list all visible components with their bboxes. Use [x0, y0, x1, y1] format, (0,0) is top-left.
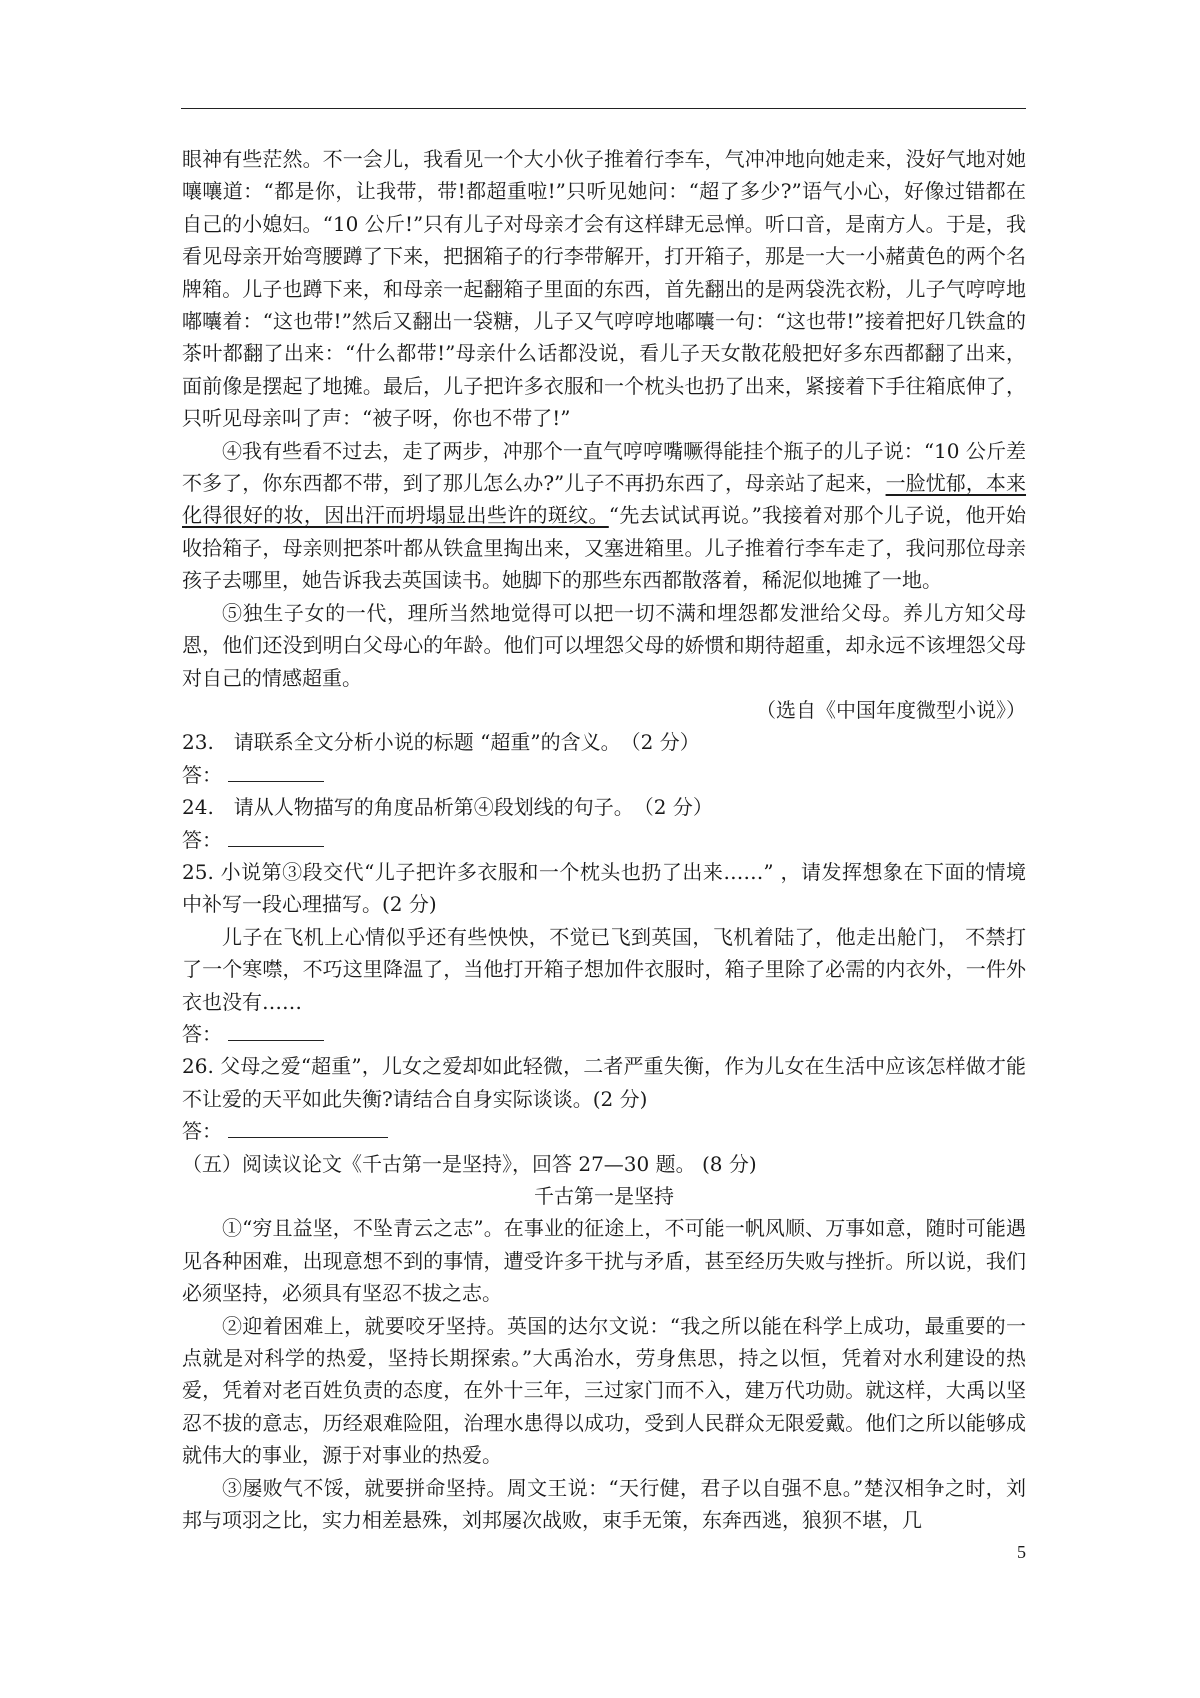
- underlined-sentence: 一脸忧郁，本来化得很好的妆，因出汗而坍塌显出些许的斑纹。: [182, 471, 1027, 528]
- essay-title: 千古第一是坚持: [534, 1184, 674, 1208]
- answer-23: [182, 759, 1026, 791]
- page-number: 5: [1017, 1542, 1026, 1562]
- header-rule: [181, 108, 1026, 109]
- question-25-context: 儿子在飞机上心情似乎还有些怏怏，不觉已飞到英国，飞机着陆了，他走出舱门， 不禁打了一个寒噤，不巧这里降温了，当他打开箱子想加件衣服时，箱子里除了必需的内衣外，一件外衣也没有……: [182, 924, 1026, 1014]
- answer-blank-23[interactable]: [228, 759, 324, 782]
- story-source: （选自《中国年度微型小说》）: [756, 697, 1026, 722]
- answer-label: 答：: [182, 1119, 222, 1144]
- question-26: 26. 父母之爱“超重”，儿女之爱却如此轻微，二者严重失衡，作为儿女在生活中应该怎样做才能不让爱的天平如此失衡?请结合自身实际谈谈。(2 分): [182, 1054, 1026, 1111]
- section-5-heading: （五）阅读议论文《千古第一是坚持》，回答 27—30 题。 (8 分): [182, 1151, 757, 1176]
- question-24: 24. 请从人物描写的角度品析第④段划线的句子。 （2 分）: [182, 795, 713, 820]
- question-25: 25. 小说第③段交代“儿子把许多衣服和一个枕头也扔了出来……” ，请发挥想象在下面的情境中补写一段心理描写。(2 分): [182, 859, 1026, 917]
- answer-25: [182, 1018, 1026, 1050]
- answer-blank-26[interactable]: [228, 1115, 388, 1138]
- answer-blank-25[interactable]: [228, 1018, 324, 1041]
- essay-paragraph-1: ①“穷且益坚，不坠青云之志”。在事业的征途上，不可能一帆风顺、万事如意，随时可能遇见各种困难，出现意想不到的事情，遭受许多干扰与矛盾，甚至经历失败与挫折。所以说，我们必须坚持，必须具有坚忍不拔之志。: [182, 1216, 1026, 1306]
- story-paragraph-5: ⑤独生子女的一代，理所当然地觉得可以把一切不满和埋怨都发泄给父母。养儿方知父母恩，他们还没到明白父母心的年龄。他们可以埋怨父母的娇惯和期待超重，却永远不该埋怨父母对自己的情感超重。: [182, 600, 1026, 690]
- answer-label: 答：: [182, 1021, 222, 1046]
- answer-label: 答：: [182, 762, 222, 787]
- paragraph-4-text-before: ④我有些看不过去，走了两步，冲那个一直气哼哼嘴噘得能挂个瓶子的儿子说：“10 公斤差不多了，你东西都不带，到了那儿怎么办?”儿子不再扔东西了，母亲站了起来，: [182, 438, 1026, 496]
- question-23: 23. 请联系全文分析小说的标题 “超重”的含义。 （2 分）: [182, 730, 700, 755]
- answer-blank-24[interactable]: [228, 824, 324, 847]
- page-body: [182, 143, 1026, 1536]
- story-paragraph-3-continued: 眼神有些茫然。不一会儿，我看见一个大小伙子推着行李车，气冲冲地向她走来，没好气地对她嚷嚷道：“都是你，让我带，带!都超重啦!”只听见她问：“超了多少?”语气小心，好像过错都在自己的小媳妇。“10 公斤!”只有儿子对母亲才会有这样肆无忌惮。听口音，是南方人。于是，我看见母亲开始弯腰蹲了下来，把捆箱子的行李带解开，打开箱子，那是一大一小赭黄色的两个名牌箱。儿子也蹲下来，和母亲一起翻箱子里面的东西，首先翻出的是两袋洗衣粉，儿子气哼哼地嘟囔着：“这也带!”然后又翻出一袋糖，儿子又气哼哼地嘟囔一句：“这也带!”接着把好几铁盒的茶叶都翻了出来：“什么都带!”母亲什么话都没说，看儿子天女散花般把好多东西都翻了出来，面前像是摆起了地摊。最后，儿子把许多衣服和一个枕头也扔了出来，紧接着下手往箱底伸了，只听见母亲叫了声：“被子呀，你也不带了!”: [182, 147, 1026, 431]
- story-paragraph-4: [182, 435, 1026, 597]
- paragraph-4-text-after: “先去试试再说。”我接着对那个儿子说，他开始收拾箱子，母亲则把茶叶都从铁盒里掏出来，又塞进箱里。儿子推着行李车走了，我问那位母亲孩子去哪里，她告诉我去英国读书。她脚下的那些东西都散落着，稀泥似地摊了一地。: [182, 503, 1027, 593]
- answer-24: [182, 824, 1026, 856]
- essay-paragraph-3: ③屡败气不馁，就要拼命坚持。周文王说：“天行健，君子以自强不息。”楚汉相争之时，刘邦与项羽之比，实力相差悬殊，刘邦屡次战败，束手无策，东奔西逃，狼狈不堪，几: [182, 1475, 1026, 1533]
- essay-paragraph-2: ②迎着困难上，就要咬牙坚持。英国的达尔文说：“我之所以能在科学上成功，最重要的一点就是对科学的热爱，坚持长期探索。”大禹治水，劳身焦思，持之以恒，凭着对水利建设的热爱，凭着对老百姓负责的态度，在外十三年，三过家门而不入，建万代功勋。就这样，大禹以坚忍不拔的意志，历经艰难险阻，治理水患得以成功，受到人民群众无限爱戴。他们之所以能够成就伟大的事业，源于对事业的热爱。: [182, 1313, 1026, 1468]
- answer-26: [182, 1115, 1026, 1147]
- answer-label: 答：: [182, 827, 222, 852]
